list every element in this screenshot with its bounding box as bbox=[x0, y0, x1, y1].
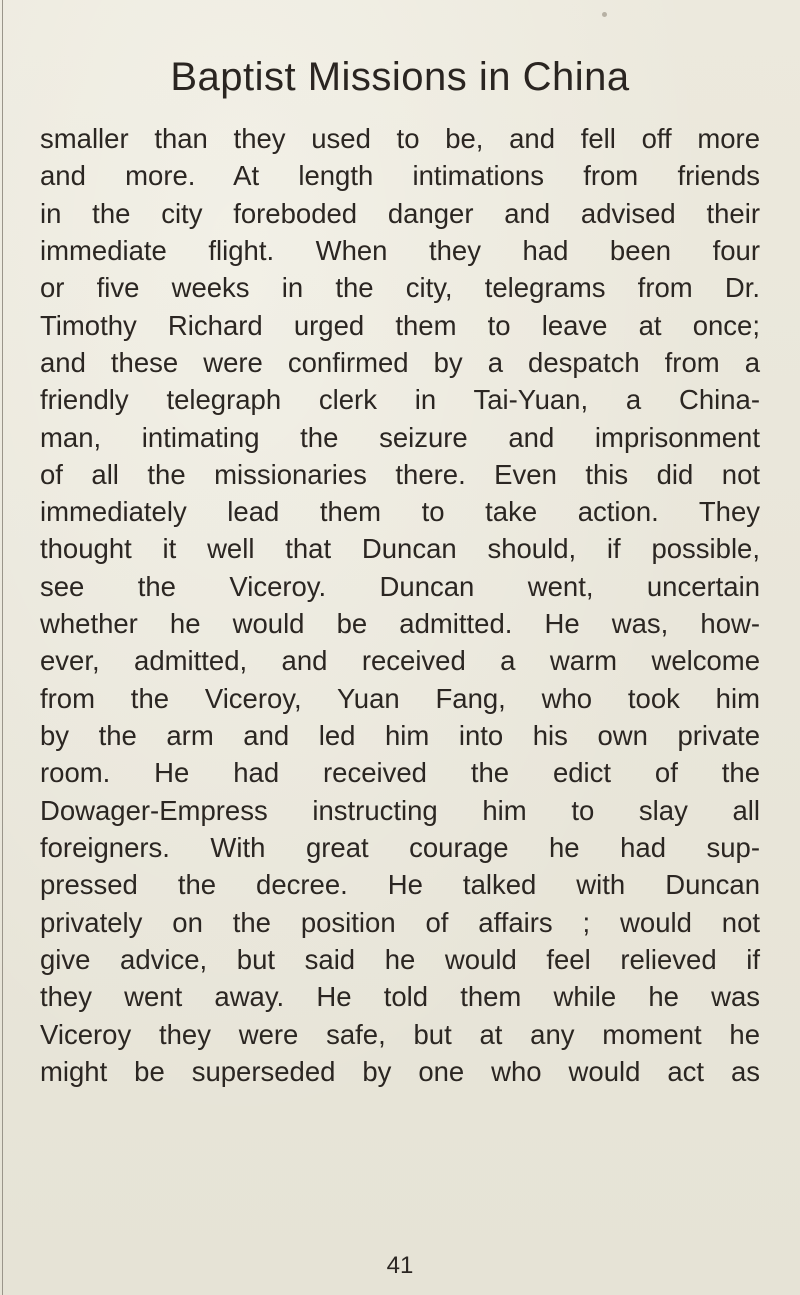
text-line: room. He had received the edict of the bbox=[40, 757, 760, 789]
text-line: friendly telegraph clerk in Tai-Yuan, a China- bbox=[40, 384, 760, 416]
text-line: immediately lead them to take action. They bbox=[40, 496, 760, 528]
text-line: they went away. He told them while he was bbox=[40, 981, 760, 1013]
text-line: immediate flight. When they had been four bbox=[40, 234, 760, 266]
text-line: and more. At length intimations from friends bbox=[40, 160, 760, 192]
text-line: might be superseded by one who would act as bbox=[40, 1055, 760, 1087]
text-line: whether he would be admitted. He was, how- bbox=[40, 608, 760, 640]
text-line: give advice, but said he would feel relieved if bbox=[40, 943, 760, 975]
text-line: privately on the position of affairs ; would not bbox=[40, 906, 760, 938]
page-number: 41 bbox=[386, 1252, 414, 1279]
body-paragraph bbox=[40, 120, 760, 1090]
text-line: of all the missionaries there. Even this did not bbox=[40, 458, 760, 490]
text-line: and these were confirmed by a despatch from a bbox=[40, 346, 760, 378]
text-line: from the Viceroy, Yuan Fang, who took him bbox=[40, 682, 760, 714]
text-line: Dowager-Empress instructing him to slay all bbox=[40, 794, 760, 826]
running-head: Baptist Missions in China bbox=[170, 55, 630, 99]
text-line: Viceroy they were safe, but at any moment he bbox=[40, 1018, 760, 1050]
text-line: man, intimating the seizure and imprisonment bbox=[40, 421, 760, 453]
text-line: by the arm and led him into his own private bbox=[40, 720, 760, 751]
text-line: thought it well that Duncan should, if possible, bbox=[40, 533, 760, 565]
text-line: pressed the decree. He talked with Duncan bbox=[40, 869, 760, 901]
paper-speck bbox=[602, 12, 607, 17]
text-line: or five weeks in the city, telegrams from Dr. bbox=[40, 272, 760, 304]
text-line: in the city foreboded danger and advised their bbox=[40, 197, 760, 229]
text-line: foreigners. With great courage he had sup- bbox=[40, 831, 760, 863]
text-line: smaller than they used to be, and fell off more bbox=[40, 123, 760, 154]
text-line: ever, admitted, and received a warm welcome bbox=[40, 645, 760, 677]
text-line: see the Viceroy. Duncan went, uncertain bbox=[40, 570, 760, 602]
page-edge-shadow bbox=[2, 0, 3, 1295]
text-line: Timothy Richard urged them to leave at once; bbox=[40, 309, 760, 341]
